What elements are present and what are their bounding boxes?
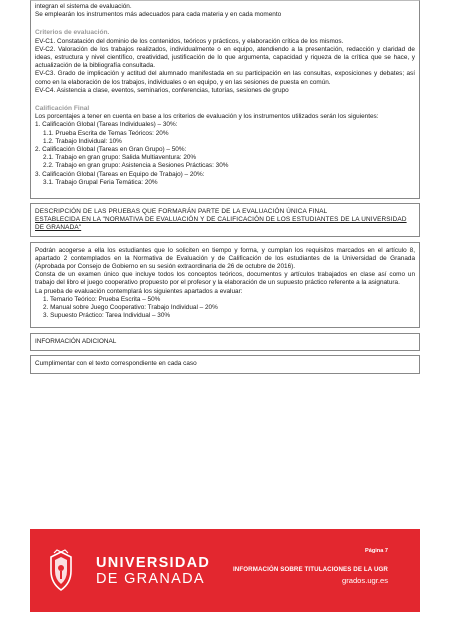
final-exam-paragraph: Consta de un examen único que incluye todos los conceptos teóricos, documentos y artículos trabajados en clase así como un trabajo del libro el juego cooperativo propuesto por el profesor y la elaboración de un supuesto práctico referente a la asignatura. xyxy=(35,271,415,287)
final-exam-paragraph: Podrán acogerse a ella los estudiantes que lo soliciten en tiempo y forma, y cumplan los requisitos marcados en el artículo 8, apartado 2 contemplados en la Normativa de Evaluación y de Calificación de los estudiantes de la Universidad de Granada (Aprobada por Consejo de Gobierno en su sesión extraordinaria de 26 de octubre de 2016). xyxy=(35,246,415,271)
criterion-ev-c1: EV-C1. Constatación del dominio de los contenidos, teóricos y prácticos, y elaboración crítica de los mismos. xyxy=(35,37,344,45)
final-exam-section xyxy=(30,242,420,328)
grade-item: 1. Calificación Global (Tareas Individuales) – 30%: xyxy=(35,121,178,129)
page-number: Página 7 xyxy=(364,548,388,554)
intro-line: integran el sistema de evaluación. xyxy=(35,3,132,10)
final-exam-item: 3. Supuesto Práctico: Tarea Individual – 30% xyxy=(43,312,171,320)
final-exam-item: 2. Manual sobre Juego Cooperativo: Trabajo Individual – 20% xyxy=(43,304,218,312)
criterion-ev-c3: EV-C3. Grado de implicación y actitud del alumnado manifestada en su participación en las consultas, exposiciones y debates; así como en la elaboración de los trabajos, individuales o en equipo, y en las sesiones de puesta en común. xyxy=(35,70,415,86)
university-name-line2: DE GRANADA xyxy=(96,571,205,587)
criteria-heading: Criterios de evaluación. xyxy=(35,29,110,37)
grade-item: 3. Calificación Global (Tareas en Equipo de Trabajo) – 20%: xyxy=(35,170,205,178)
additional-info-text: Cumplimentar con el texto correspondiente en cada caso xyxy=(35,359,197,367)
grade-item: 2. Calificación Global (Tareas en Gran Grupo) – 50%: xyxy=(35,146,187,154)
grade-subitem: 3.1. Trabajo Grupal Feria Temática: 20% xyxy=(43,178,158,186)
university-name-line1: UNIVERSIDAD xyxy=(96,555,211,571)
final-exam-item: 1. Temario Teórico: Prueba Escrita – 50% xyxy=(43,295,161,303)
criterion-ev-c4: EV-C4. Asistencia a clase, eventos, seminarios, conferencias, tutorías, sesiones de grupo xyxy=(35,86,289,94)
final-exam-header-cell xyxy=(31,204,419,236)
additional-info-header xyxy=(30,333,420,351)
final-exam-paragraph: La prueba de evaluación contemplará los siguientes apartados a evaluar: xyxy=(35,287,243,295)
intro-line: Se emplearán los instrumentos más adecuados para cada materia y en cada momento xyxy=(35,11,282,19)
footer-banner xyxy=(30,529,420,612)
evaluation-cell xyxy=(31,1,419,198)
final-exam-subtitle: ESTABLECIDA EN LA "NORMATIVA DE EVALUACIÓN Y DE CALIFICACIÓN DE LOS ESTUDIANTES DE LA UNIVERSIDAD DE GRANADA" xyxy=(35,216,407,232)
grade-intro: Los porcentajes a tener en cuenta en base a los criterios de evaluación y los instrumentos utilizados serán los siguientes: xyxy=(35,113,379,121)
grade-subitem: 1.1. Prueba Escrita de Temas Teóricos: 20% xyxy=(43,129,169,137)
criterion-ev-c2: EV-C2. Valoración de los trabajos realizados, individualmente o en equipo, atendiendo a la presentación, redacción y claridad de ideas, estructura y nivel científico, creatividad, justificación de lo que argumenta, capacidad y riqueza de la crítica que se hace, y actualización de la bibliografía consultada. xyxy=(35,45,415,70)
footer-info-text: INFORMACIÓN SOBRE TITULACIONES DE LA UGR xyxy=(232,566,388,573)
final-exam-header xyxy=(30,203,420,237)
grade-subitem: 2.2. Trabajo en gran grupo: Asistencia a Sesiones Prácticas: 30% xyxy=(43,162,229,170)
grade-subitem: 1.2. Trabajo Individual: 10% xyxy=(43,137,122,145)
final-exam-title: DESCRIPCIÓN DE LAS PRUEBAS QUE FORMARÁN PARTE DE LA EVALUACIÓN ÚNICA FINAL xyxy=(35,208,328,216)
final-exam-cell xyxy=(31,243,419,327)
grade-subitem: 2.1. Trabajo en gran grupo: Salida Multiaventura: 20% xyxy=(43,154,197,162)
document-page xyxy=(30,0,420,374)
additional-info-section xyxy=(30,355,420,374)
university-crest-icon xyxy=(38,549,84,595)
additional-info-heading: INFORMACIÓN ADICIONAL xyxy=(35,337,117,345)
footer-site-link[interactable]: grados.ugr.es xyxy=(341,576,388,585)
evaluation-section xyxy=(30,0,420,199)
grade-heading: Calificación Final xyxy=(35,105,90,113)
